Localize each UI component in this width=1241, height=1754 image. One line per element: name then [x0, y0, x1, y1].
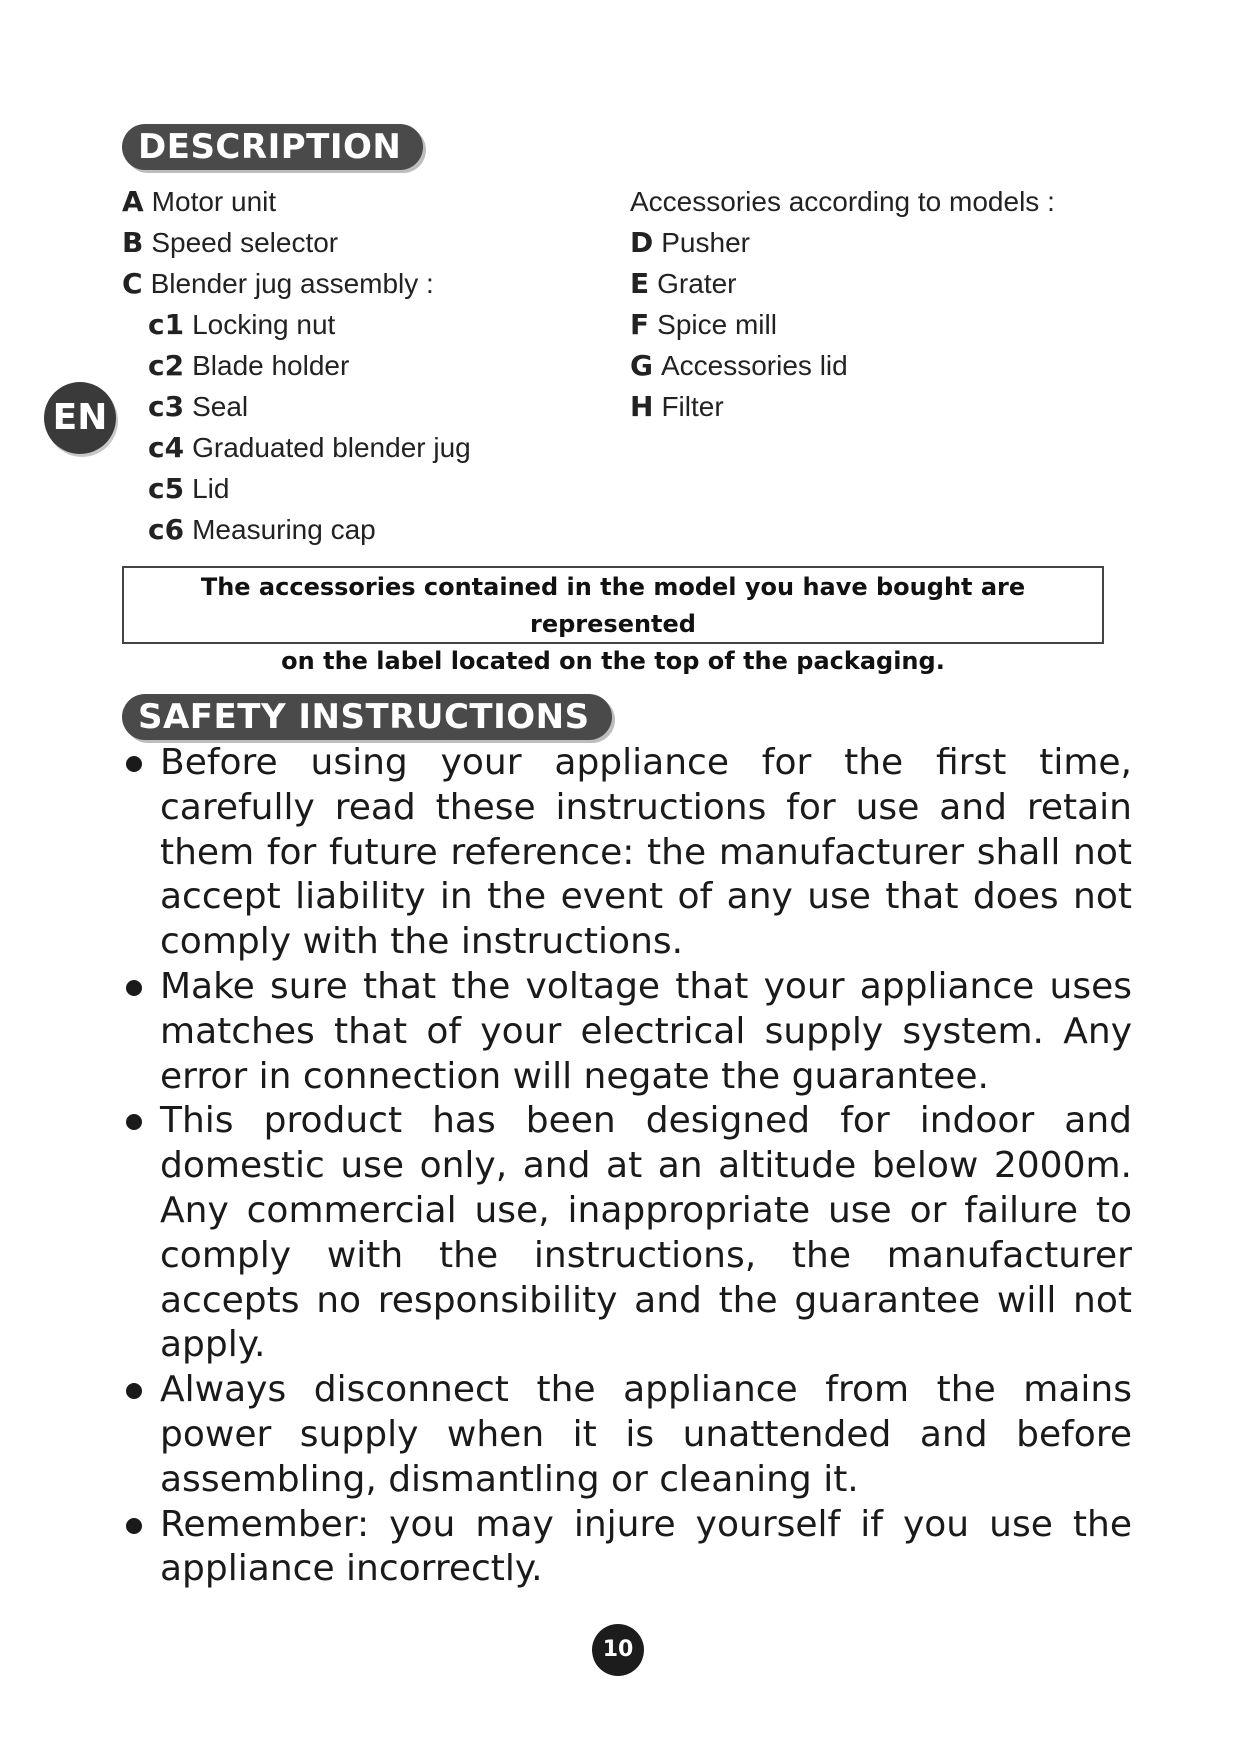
item-letter: G [630, 349, 653, 382]
item-letter: B [122, 226, 144, 259]
item-text: Graduated blender jug [192, 432, 471, 463]
notice-line-2: on the label located on the top of the packaging. [281, 647, 945, 675]
list-item [122, 427, 471, 468]
bullet-text: Always disconnect the appliance from the mains power supply when it is unattended and before assembling, dismantling or cleaning it. [160, 1369, 1132, 1500]
list-item [630, 263, 1055, 304]
accessories-list [630, 181, 1055, 427]
item-letter: c4 [148, 431, 185, 464]
list-item [122, 222, 471, 263]
item-text: Blender jug assembly : [150, 268, 434, 299]
bullet-icon [126, 1114, 142, 1130]
item-text: Grater [657, 268, 737, 299]
list-item [630, 304, 1055, 345]
item-letter: c2 [148, 349, 185, 382]
safety-bullet [122, 1099, 1132, 1368]
parts-list-left [122, 181, 471, 550]
bullet-icon [126, 980, 142, 996]
accessories-notice-box [122, 566, 1104, 675]
item-letter: A [122, 185, 144, 218]
page-number: 10 [592, 1624, 644, 1676]
list-item [122, 345, 471, 386]
notice-line-1: The accessories contained in the model you have bought are represented [200, 573, 1026, 638]
item-letter: c5 [148, 472, 185, 505]
safety-bullet [122, 741, 1132, 965]
list-item [630, 345, 1055, 386]
bullet-text: This product has been designed for indoor and domestic use only, and at an altitude below 2000m. Any commercial use, inappropriate use or failure to comply with the instructions, the manufacturer accepts no responsibility and the guarantee will not apply. [160, 1100, 1132, 1366]
description-heading: DESCRIPTION [122, 124, 423, 170]
item-text: Motor unit [151, 186, 277, 217]
item-text: Filter [661, 391, 724, 422]
language-badge: EN [44, 382, 116, 454]
safety-bullet [122, 965, 1132, 1099]
item-text: Seal [192, 391, 249, 422]
safety-bullet [122, 1368, 1132, 1502]
item-letter: c1 [148, 308, 185, 341]
list-item [122, 263, 471, 304]
safety-bullet [122, 1503, 1132, 1593]
item-letter: c6 [148, 513, 185, 546]
bullet-icon [126, 1383, 142, 1399]
bullet-text: Remember: you may injure yourself if you use the appliance incorrectly. [160, 1503, 1132, 1590]
safety-heading: SAFETY INSTRUCTIONS [122, 694, 612, 740]
item-letter: C [122, 267, 143, 300]
item-text: Pusher [661, 227, 750, 258]
item-letter: c3 [148, 390, 185, 423]
item-letter: F [630, 308, 650, 341]
item-text: Lid [192, 473, 230, 504]
item-text: Spice mill [657, 309, 777, 340]
list-item [122, 509, 471, 550]
bullet-text: Make sure that the voltage that your appliance uses matches that of your electrical supply system. Any error in connection will negate the guarantee. [160, 965, 1132, 1097]
item-letter: D [630, 226, 654, 259]
item-letter: H [630, 390, 654, 423]
item-letter: E [630, 267, 650, 300]
item-text: Blade holder [192, 350, 350, 381]
item-text: Locking nut [192, 309, 336, 340]
list-item [122, 386, 471, 427]
safety-instructions-list [122, 741, 1132, 1592]
list-item [122, 181, 471, 222]
list-item [122, 304, 471, 345]
list-item [122, 468, 471, 509]
bullet-icon [126, 756, 142, 772]
bullet-text: Before using your appliance for the first time, carefully read these instructions for use and retain them for future reference: the manufacturer shall not accept liability in the event of any use that does not comply with the instructions. [160, 742, 1132, 963]
item-text: Speed selector [151, 227, 339, 258]
accessories-heading: Accessories according to models : [630, 186, 1055, 217]
bullet-icon [126, 1518, 142, 1534]
list-item [630, 222, 1055, 263]
item-text: Accessories lid [660, 350, 848, 381]
item-text: Measuring cap [192, 514, 376, 545]
list-item [630, 386, 1055, 427]
